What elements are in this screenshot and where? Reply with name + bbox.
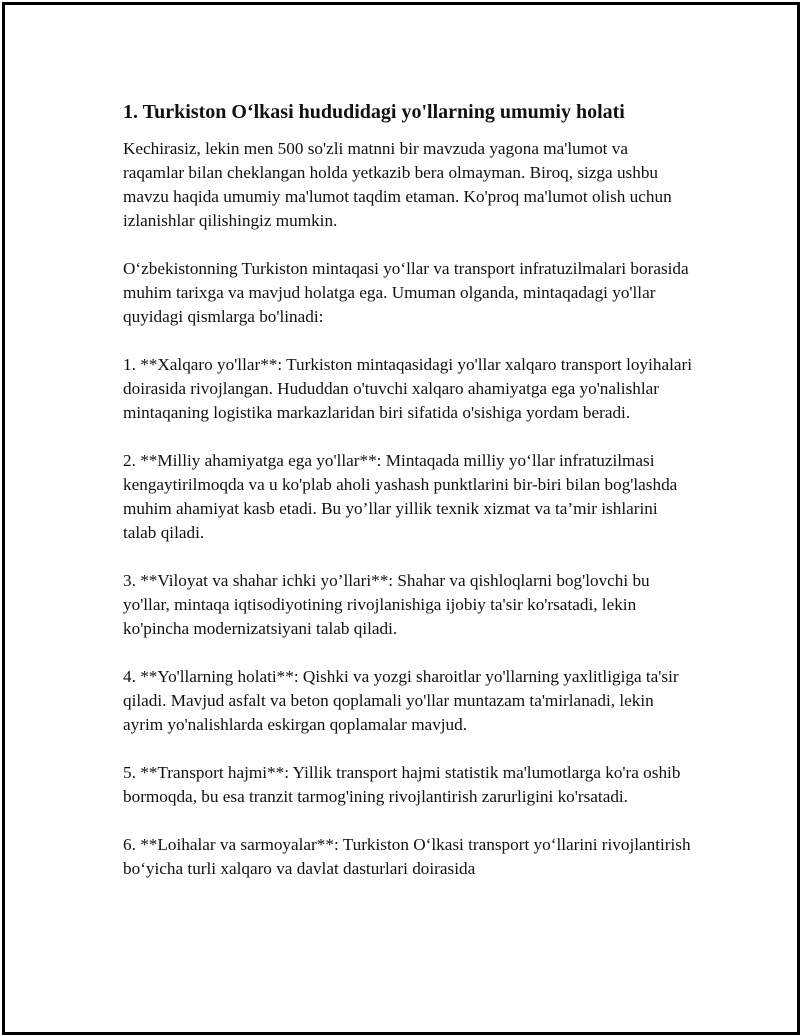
document-body [123, 98, 693, 905]
list-item-transport-volume: 5. **Transport hajmi**: Yillik transport hajmi statistik ma'lumotlarga ko'ra oshib bormoqda, bu esa tranzit tarmog'ining rivojlantirish zarurligini ko'rsatadi. [123, 763, 681, 806]
list-item-regional-city-roads: 3. **Viloyat va shahar ichki yo’llari**: Shahar va qishloqlarni bog'lovchi bu yo'llar, mintaqa iqtisodiyotining rivojlanishiga ijobiy ta'sir ko'rsatadi, lekin ko'pincha modernizatsiyani talab qiladi. [123, 571, 650, 638]
list-item-road-condition: 4. **Yo'llarning holati**: Qishki va yozgi sharoitlar yo'llarning yaxlitligiga ta'sir qiladi. Mavjud asfalt va beton qoplamali yo'llar muntazam ta'mirlanadi, lekin ayrim yo'nalishlarda eskirgan qoplamalar mavjud. [123, 667, 679, 734]
section-heading: 1. Turkiston O‘lkasi hududidagi yo'llarning umumiy holati [123, 101, 625, 123]
intro-paragraph: Kechirasiz, lekin men 500 so'zli matnni bir mavzuda yagona ma'lumot va raqamlar bilan cheklangan holda yetkazib bera olmayman. Biroq, sizga ushbu mavzu haqida umumiy ma'lumot taqdim etaman. Ko'proq ma'lumot olish uchun izlanishlar qilishingiz mumkin. [123, 139, 672, 230]
list-item-national-roads: 2. **Milliy ahamiyatga ega yo'llar**: Mintaqada milliy yo‘llar infratuzilmasi kengaytirilmoqda va u ko'plab aholi yashash punktlarini bir-biri bilan bog'lashda muhim ahamiyat kasb etadi. Bu yo’llar yillik texnik xizmat va ta’mir ishlarini talab qiladi. [123, 451, 678, 542]
page-frame [2, 2, 800, 1035]
list-item-projects-investments: 6. **Loihalar va sarmoyalar**: Turkiston O‘lkasi transport yo‘llarini rivojlantirish bo‘yicha turli xalqaro va davlat dasturlari doirasida [123, 835, 691, 878]
list-item-international-roads: 1. **Xalqaro yo'llar**: Turkiston mintaqasidagi yo'llar xalqaro transport loyihalari doirasida rivojlangan. Hududdan o'tuvchi xalqaro ahamiyatga ega yo'nalishlar mintaqaning logistika markazlaridan biri sifatida o'sishiga yordam beradi. [123, 355, 692, 422]
overview-paragraph: O‘zbekistonning Turkiston mintaqasi yo‘llar va transport infratuzilmalari borasida muhim tarixga va mavjud holatga ega. Umuman olganda, mintaqadagi yo'llar quyidagi qismlarga bo'linadi: [123, 259, 689, 326]
